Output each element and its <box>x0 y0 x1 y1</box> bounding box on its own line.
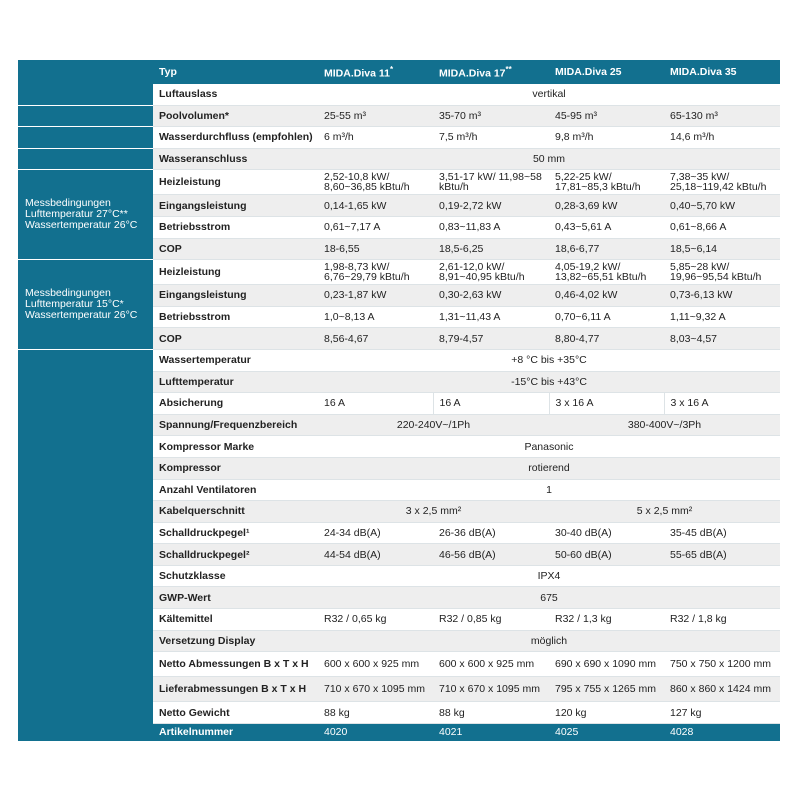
value-cell: 4,05-19,2 kW/ 13,82~65,51 kBtu/h <box>549 260 664 285</box>
table-row <box>18 148 780 170</box>
value-cell: 88 kg <box>433 702 549 724</box>
row-label: Betriebsstrom <box>153 306 318 328</box>
value-cell: -15°C bis +43°C <box>318 371 780 393</box>
measurement-conditions: Messbedingungen Lufttemperatur 15°C* Wassertemperatur 26°C <box>18 260 153 350</box>
value-cell: 3 x 16 A <box>664 393 780 415</box>
value-cell: 24-34 dB(A) <box>318 522 433 544</box>
row-label: Schalldruckpegel² <box>153 544 318 566</box>
value-cell: rotierend <box>318 457 780 479</box>
value-cell: 600 x 600 x 925 mm <box>433 652 549 677</box>
row-label: Lufttemperatur <box>153 371 318 393</box>
model-header <box>549 60 664 84</box>
model-name: MIDA.Diva 35 <box>670 66 737 78</box>
value-cell: 600 x 600 x 925 mm <box>318 652 433 677</box>
row-label: Wasserdurchfluss (empfohlen) <box>153 127 318 149</box>
value-cell: 2,61-12,0 kW/ 8,91~40,95 kBtu/h <box>433 260 549 285</box>
value-cell: 8,56-4,67 <box>318 328 433 350</box>
row-label: GWP-Wert <box>153 587 318 609</box>
value-cell: 0,19-2,72 kW <box>433 195 549 217</box>
row-label: Lieferabmessungen B x T x H <box>153 677 318 702</box>
value-cell: 45-95 m³ <box>549 105 664 127</box>
value-cell: 30-40 dB(A) <box>549 522 664 544</box>
value-cell: 18,5~6,14 <box>664 238 780 260</box>
value-cell: 0,40~5,70 kW <box>664 195 780 217</box>
value-cell: 0,43~5,61 A <box>549 216 664 238</box>
value-cell: 16 A <box>318 393 433 415</box>
table-row <box>18 84 780 105</box>
row-label: Spannung/Frequenzbereich <box>153 414 318 436</box>
value-cell: 18,5-6,25 <box>433 238 549 260</box>
side-cell <box>18 127 153 149</box>
value-cell: 690 x 690 x 1090 mm <box>549 652 664 677</box>
value-cell: 795 x 755 x 1265 mm <box>549 677 664 702</box>
row-label: Betriebsstrom <box>153 216 318 238</box>
value-cell: 710 x 670 x 1095 mm <box>433 677 549 702</box>
value-cell: 44-54 dB(A) <box>318 544 433 566</box>
value-cell: 0,73-6,13 kW <box>664 285 780 307</box>
side-cell <box>18 349 153 723</box>
side-header-cell <box>18 60 153 84</box>
model-mark: * <box>389 65 394 75</box>
type-label: Typ <box>153 60 318 84</box>
header-row <box>18 60 780 84</box>
row-label: Anzahl Ventilatoren <box>153 479 318 501</box>
table-row <box>18 170 780 195</box>
value-cell: 16 A <box>433 393 549 415</box>
article-number-row <box>18 723 780 741</box>
value-cell: R32 / 0,85 kg <box>433 609 549 631</box>
value-cell: 3,51-17 kW/ 11,98~58 kBtu/h <box>433 170 549 195</box>
value-cell: 0,23-1,87 kW <box>318 285 433 307</box>
row-label: Kältemittel <box>153 609 318 631</box>
row-label: COP <box>153 328 318 350</box>
value-cell: 1,98-8,73 kW/ 6,76~29,79 kBtu/h <box>318 260 433 285</box>
value-cell: R32 / 1,8 kg <box>664 609 780 631</box>
value-cell: 220-240V~/1Ph <box>318 414 549 436</box>
value-cell: 7,5 m³/h <box>433 127 549 149</box>
table-row <box>18 105 780 127</box>
row-label: Netto Abmessungen B x T x H <box>153 652 318 677</box>
value-cell: 50 mm <box>318 148 780 170</box>
value-cell: 0,61~8,66 A <box>664 216 780 238</box>
value-cell: 35-45 dB(A) <box>664 522 780 544</box>
value-cell: +8 °C bis +35°C <box>318 349 780 371</box>
value-cell: 35-70 m³ <box>433 105 549 127</box>
row-label: Kompressor <box>153 457 318 479</box>
value-cell: möglich <box>318 630 780 652</box>
value-cell: 3 x 16 A <box>549 393 664 415</box>
value-cell: 0,14-1,65 kW <box>318 195 433 217</box>
value-cell: IPX4 <box>318 565 780 587</box>
row-label: Absicherung <box>153 393 318 415</box>
value-cell: 750 x 750 x 1200 mm <box>664 652 780 677</box>
side-cell <box>18 105 153 127</box>
value-cell: 14,6 m³/h <box>664 127 780 149</box>
side-cell <box>18 723 153 741</box>
model-header <box>318 60 433 84</box>
value-cell: 675 <box>318 587 780 609</box>
table-row <box>18 349 780 371</box>
value-cell: 46-56 dB(A) <box>433 544 549 566</box>
value-cell: 88 kg <box>318 702 433 724</box>
value-cell: 8,03~4,57 <box>664 328 780 350</box>
value-cell: 1,31~11,43 A <box>433 306 549 328</box>
model-header <box>664 60 780 84</box>
value-cell: Panasonic <box>318 436 780 458</box>
row-label: Schalldruckpegel¹ <box>153 522 318 544</box>
table-row <box>18 127 780 149</box>
row-label: COP <box>153 238 318 260</box>
value-cell: 710 x 670 x 1095 mm <box>318 677 433 702</box>
value-cell: R32 / 1,3 kg <box>549 609 664 631</box>
value-cell: 0,83~11,83 A <box>433 216 549 238</box>
value-cell: 5,85~28 kW/ 19,96~95,54 kBtu/h <box>664 260 780 285</box>
value-cell: 9,8 m³/h <box>549 127 664 149</box>
value-cell: 3 x 2,5 mm² <box>318 501 549 523</box>
row-label: Versetzung Display <box>153 630 318 652</box>
value-cell: 18-6,55 <box>318 238 433 260</box>
value-cell: 8,80-4,77 <box>549 328 664 350</box>
row-label: Poolvolumen* <box>153 105 318 127</box>
value-cell: 5 x 2,5 mm² <box>549 501 780 523</box>
model-name: MIDA.Diva 25 <box>555 66 622 78</box>
row-label: Heizleistung <box>153 260 318 285</box>
model-mark: ** <box>505 65 512 75</box>
value-cell: 65-130 m³ <box>664 105 780 127</box>
row-label: Kabelquerschnitt <box>153 501 318 523</box>
row-label: Wasseranschluss <box>153 148 318 170</box>
row-label: Luftauslass <box>153 84 318 105</box>
row-label: Kompressor Marke <box>153 436 318 458</box>
row-label: Schutzklasse <box>153 565 318 587</box>
value-cell: 6 m³/h <box>318 127 433 149</box>
row-label: Eingangsleistung <box>153 195 318 217</box>
value-cell: 120 kg <box>549 702 664 724</box>
model-header <box>433 60 549 84</box>
side-cell <box>18 84 153 105</box>
value-cell: 7,38~35 kW/ 25,18~119,42 kBtu/h <box>664 170 780 195</box>
value-cell: 127 kg <box>664 702 780 724</box>
value-cell: 860 x 860 x 1424 mm <box>664 677 780 702</box>
value-cell: 1,11~9,32 A <box>664 306 780 328</box>
value-cell: 55-65 dB(A) <box>664 544 780 566</box>
value-cell: 0,61~7,17 A <box>318 216 433 238</box>
value-cell: 26-36 dB(A) <box>433 522 549 544</box>
article-number: 4028 <box>664 723 780 741</box>
measurement-conditions: Messbedingungen Lufttemperatur 27°C** Wassertemperatur 26°C <box>18 170 153 260</box>
value-cell: 380-400V~/3Ph <box>549 414 780 436</box>
model-name: MIDA.Diva 17 <box>439 67 506 80</box>
article-number: 4020 <box>318 723 433 741</box>
value-cell: 0,30-2,63 kW <box>433 285 549 307</box>
value-cell: R32 / 0,65 kg <box>318 609 433 631</box>
value-cell: 5,22-25 kW/ 17,81~85,3 kBtu/h <box>549 170 664 195</box>
value-cell: 0,70~6,11 A <box>549 306 664 328</box>
value-cell: 1,0~8,13 A <box>318 306 433 328</box>
row-label: Artikelnummer <box>153 723 318 741</box>
row-label: Eingangsleistung <box>153 285 318 307</box>
value-cell: 1 <box>318 479 780 501</box>
value-cell: 2,52-10,8 kW/ 8,60~36,85 kBtu/h <box>318 170 433 195</box>
spec-table <box>18 60 780 741</box>
table-row <box>18 260 780 285</box>
model-name: MIDA.Diva 11 <box>324 67 390 80</box>
row-label: Wassertemperatur <box>153 349 318 371</box>
value-cell: 0,46-4,02 kW <box>549 285 664 307</box>
side-cell <box>18 148 153 170</box>
article-number: 4021 <box>433 723 549 741</box>
row-label: Heizleistung <box>153 170 318 195</box>
row-label: Netto Gewicht <box>153 702 318 724</box>
value-cell: vertikal <box>318 84 780 105</box>
value-cell: 50-60 dB(A) <box>549 544 664 566</box>
article-number: 4025 <box>549 723 664 741</box>
value-cell: 8,79-4,57 <box>433 328 549 350</box>
value-cell: 0,28-3,69 kW <box>549 195 664 217</box>
value-cell: 18,6-6,77 <box>549 238 664 260</box>
value-cell: 25-55 m³ <box>318 105 433 127</box>
